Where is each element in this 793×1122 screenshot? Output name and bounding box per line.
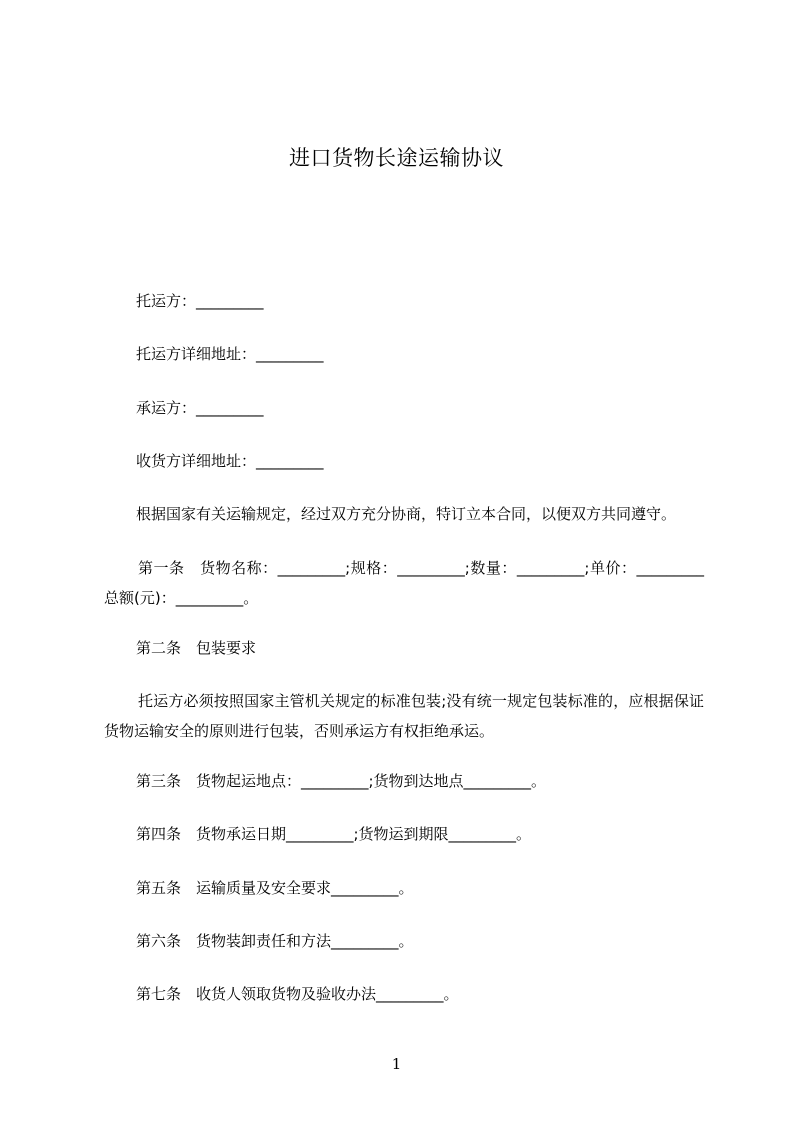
shipper-address-line: 托运方详细地址：_________ bbox=[136, 345, 324, 363]
document-title: 进口货物长途运输协议 bbox=[289, 146, 504, 170]
article-2-paragraph: 托运方必须按照国家主管机关规定的标准包装;没有统一规定包装标准的，应根据保证货物运输安全的原则进行包装，否则承运方有权拒绝承运。 bbox=[104, 692, 704, 740]
article-2-heading: 第二条 包装要求 bbox=[136, 639, 257, 657]
article-5-line: 第五条 运输质量及安全要求_________。 bbox=[136, 879, 414, 897]
shipper-line: 托运方：_________ bbox=[136, 292, 264, 310]
carrier-line: 承运方：_________ bbox=[136, 399, 264, 417]
article-3-line: 第三条 货物起运地点：_________;货物到达地点_________。 bbox=[136, 772, 547, 790]
article-4-line: 第四条 货物承运日期_________;货物运到期限_________。 bbox=[136, 825, 532, 843]
article-7-line: 第七条 收货人领取货物及验收办法_________。 bbox=[136, 985, 459, 1003]
preamble-paragraph: 根据国家有关运输规定，经过双方充分协商，特订立本合同，以便双方共同遵守。 bbox=[136, 505, 677, 523]
consignee-address-line: 收货方详细地址：_________ bbox=[136, 452, 324, 470]
article-6-line: 第六条 货物装卸责任和方法_________。 bbox=[136, 932, 414, 950]
article-1-paragraph: 第一条 货物名称：_________;规格：_________;数量：_________;单价：_________总额(元)：_________。 bbox=[104, 559, 704, 607]
page-number: 1 bbox=[391, 1055, 402, 1073]
